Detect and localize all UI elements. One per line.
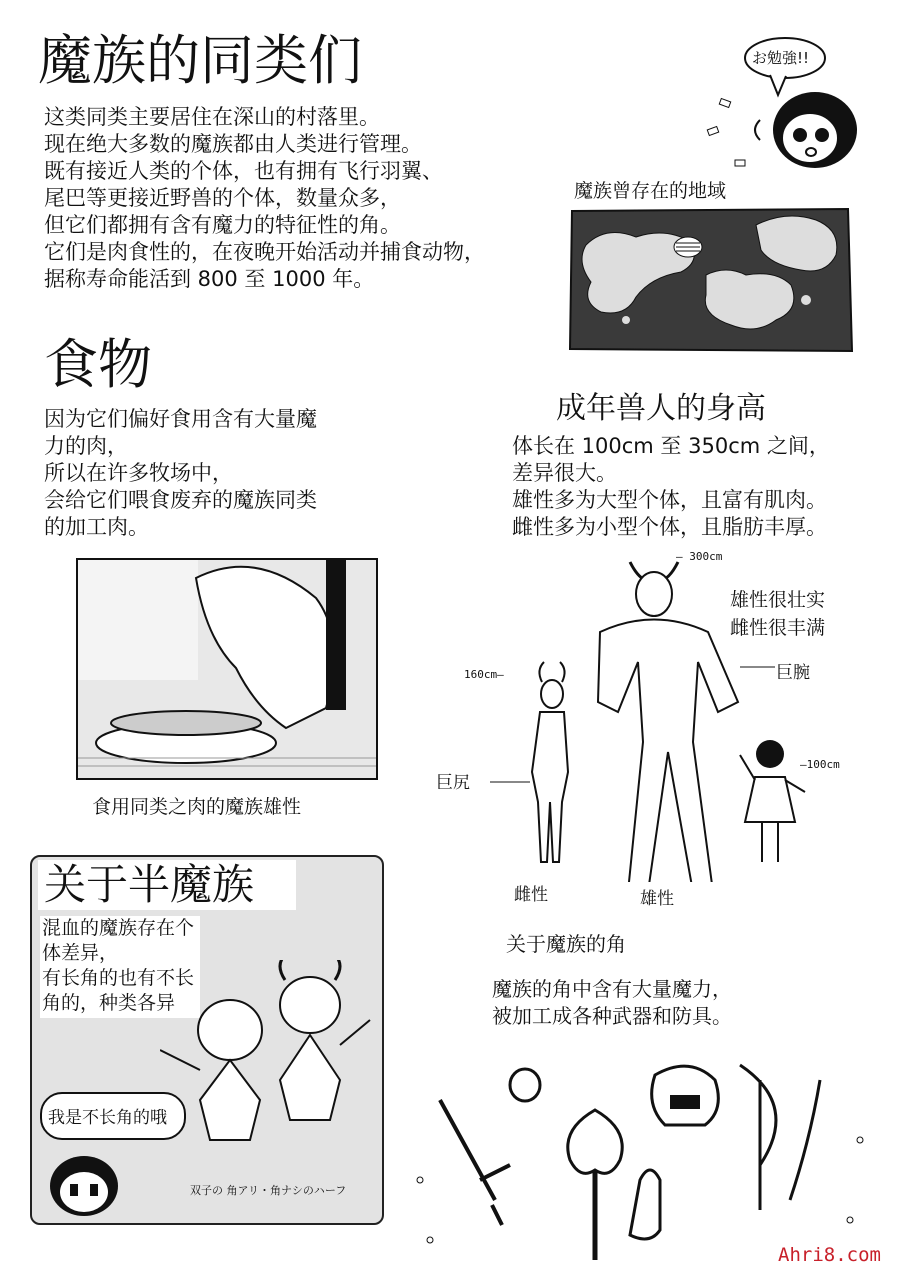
section-title-demon-kin: 魔族的同类们 (38, 29, 362, 92)
section-title-food: 食物 (44, 333, 152, 396)
label-male: 雄性 (640, 889, 674, 909)
half-demon-paragraph: 混血的魔族存在个 体差异， 有长角的也有不长 角的，种类各异 (40, 916, 200, 1018)
height-paragraph: 体长在 100cm 至 350cm 之间， 差异很大。 雄性多为大型个体，且富有肌肉。 雌性多为小型个体，且脂肪丰厚。 (512, 434, 830, 539)
mascot-speech-text: お勉強!! (752, 49, 810, 67)
watermark: Ahri8.com (778, 1244, 881, 1266)
intro-paragraph: 这类同类主要居住在深山的村落里。 现在绝大多数的魔族都由人类进行管理。 既有接近人类的个体，也有拥有飞行羽翼、 尾巴等更接近野兽的个体，数量众多， 但它们都拥有含有魔力的特征性的角。 它们是肉食性的，在夜晚开始活动并捕食动物， 据称寿命能活到 800 至 1000 年。 (44, 105, 485, 291)
height-note: 雄性很壮实 雌性很丰满 (730, 589, 826, 639)
mascot-girl-illustration (700, 20, 890, 180)
mark-300cm: — 300cm (676, 550, 723, 563)
food-paragraph: 因为它们偏好食用含有大量魔 力的肉， 所以在许多牧场中， 会给它们喂食废弃的魔族同类 的加工肉。 (44, 407, 317, 539)
label-female: 雌性 (514, 885, 548, 905)
height-comparison-illustration (480, 552, 860, 882)
weapons-armor-illustration (400, 1060, 890, 1265)
food-image-caption: 食用同类之肉的魔族雄性 (92, 796, 302, 818)
section-title-horns: 关于魔族的角 (506, 932, 626, 956)
section-title-height: 成年兽人的身高 (556, 391, 766, 426)
mark-160cm: 160cm— (464, 668, 504, 681)
label-huge-arm: 巨腕 (776, 663, 810, 683)
section-title-half-demon: 关于半魔族 (38, 860, 296, 910)
twins-caption: 双子の 角アリ・角ナシのハーフ (190, 1184, 347, 1197)
mark-100cm: —100cm (800, 758, 840, 771)
mascot-face-illustration (44, 1148, 124, 1218)
world-map-illustration (566, 205, 856, 355)
demon-eating-illustration (76, 558, 378, 780)
speech-bubble-text: 我是不长角的哦 (48, 1108, 167, 1128)
twins-illustration (160, 960, 375, 1170)
label-huge-hip: 巨尻 (436, 773, 470, 793)
map-caption: 魔族曾存在的地域 (574, 180, 727, 202)
horns-paragraph: 魔族的角中含有大量魔力， 被加工成各种武器和防具。 (492, 977, 732, 1028)
